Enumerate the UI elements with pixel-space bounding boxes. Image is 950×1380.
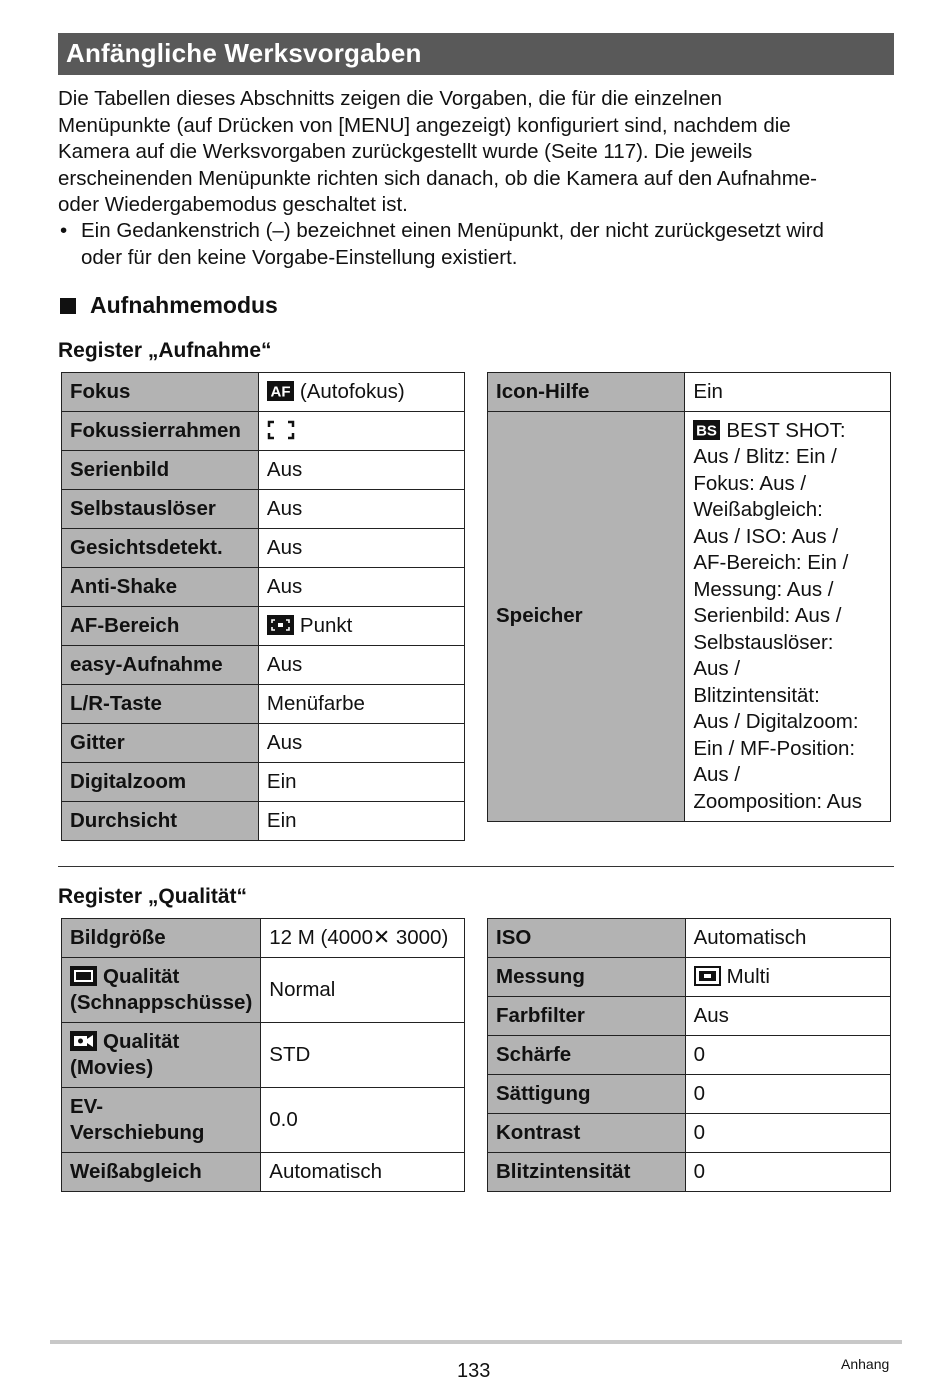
table-row	[62, 373, 465, 412]
setting-name: Durchsicht	[62, 802, 259, 841]
table-row	[62, 451, 465, 490]
intro-line: erscheinenden Menüpunkte richten sich danach, ob die Kamera auf den Aufnahme-	[58, 166, 818, 190]
setting-name: Messung	[488, 958, 686, 997]
table-row	[62, 919, 465, 958]
setting-name: Sättigung	[488, 1075, 686, 1114]
setting-value-cell	[258, 412, 464, 451]
setting-name: L/R-Taste	[62, 685, 259, 724]
table-row	[488, 958, 891, 997]
speicher-line-text: BEST SHOT:	[726, 418, 846, 442]
intro-line: Kamera auf die Werksvorgaben zurückgestellt wurde (Seite 117). Die jeweils	[58, 140, 753, 163]
setting-name: Blitzintensität	[488, 1153, 686, 1192]
intro-line: Die Tabellen dieses Abschnitts zeigen die Vorgaben, die für die einzelnen	[58, 87, 723, 110]
aufnahme-right-table	[487, 372, 891, 822]
setting-value: Ein	[258, 763, 464, 802]
note-bullet	[58, 218, 898, 271]
intro-paragraph	[58, 86, 898, 219]
setting-value: Automatisch	[261, 1153, 465, 1192]
bullet-line: Ein Gedankenstrich (–) bezeichnet einen Menüpunkt, der nicht zurückgesetzt wird	[81, 219, 824, 242]
speicher-line: Aus / Blitz: Ein /	[693, 445, 837, 469]
speicher-line: Aus / ISO: Aus /	[693, 524, 839, 548]
table-row	[62, 1153, 465, 1192]
register-aufnahme-heading: Register „Aufnahme“	[58, 339, 272, 362]
setting-value: Aus	[258, 490, 464, 529]
setting-value: Automatisch	[685, 919, 890, 958]
speicher-line: Fokus: Aus /	[693, 471, 807, 495]
bestshot-icon	[693, 420, 720, 440]
setting-value: Aus	[258, 646, 464, 685]
setting-value: 0	[685, 1114, 890, 1153]
speicher-line: Selbstauslöser:	[693, 630, 834, 654]
setting-value: Aus	[258, 568, 464, 607]
af-icon-text: AF	[270, 383, 291, 401]
table-row	[488, 1114, 891, 1153]
setting-value: Punkt	[299, 613, 353, 637]
bullet-line: oder für den keine Vorgabe-Einstellung existiert.	[81, 245, 518, 269]
setting-value: (Autofokus)	[299, 379, 405, 403]
table-row	[62, 607, 465, 646]
setting-value: Ein	[685, 373, 891, 412]
setting-value: Normal	[261, 958, 465, 1023]
setting-name-line: Verschiebung	[70, 1121, 205, 1144]
setting-name: easy-Aufnahme	[62, 646, 259, 685]
setting-name: Anti-Shake	[62, 568, 259, 607]
qualitaet-right-table	[487, 918, 891, 1192]
page-number: 133	[457, 1360, 491, 1380]
setting-name: Schärfe	[488, 1036, 686, 1075]
setting-value: Aus	[685, 997, 890, 1036]
speicher-value-cell	[685, 412, 891, 822]
intro-line: Menüpunkte (auf Drücken von [MENU] angezeigt) konfiguriert sind, nachdem die	[58, 113, 791, 137]
setting-name-line: (Movies)	[70, 1056, 154, 1079]
speicher-line: Ein / MF-Position:	[693, 736, 856, 760]
setting-name: Qualität	[103, 1029, 180, 1053]
setting-value: 0	[685, 1036, 890, 1075]
table-row	[62, 763, 465, 802]
setting-name: ISO	[488, 919, 686, 958]
setting-value: Aus	[258, 451, 464, 490]
speicher-line: AF-Bereich: Ein /	[693, 551, 849, 575]
aufnahme-left-table	[61, 372, 465, 841]
setting-name: Fokus	[62, 373, 259, 412]
section-heading	[58, 292, 278, 319]
setting-name: AF-Bereich	[62, 607, 259, 646]
table-row	[488, 1075, 891, 1114]
table-row	[488, 1153, 891, 1192]
footer-section-label: Anhang	[841, 1356, 890, 1372]
setting-name: Qualität	[103, 964, 180, 988]
speicher-line: Serienbild: Aus /	[693, 604, 842, 628]
setting-name: Fokussierrahmen	[62, 412, 259, 451]
speicher-line: Zoomposition: Aus	[693, 789, 862, 813]
setting-value: Ein	[258, 802, 464, 841]
page-title: Anfängliche Werksvorgaben	[66, 38, 422, 68]
setting-name-cell	[62, 1088, 261, 1153]
af-icon	[267, 381, 294, 401]
setting-value: Multi	[726, 964, 770, 988]
speicher-line: Blitzintensität:	[693, 683, 820, 707]
setting-value: 0.0	[261, 1088, 465, 1153]
table-row	[62, 1023, 465, 1088]
section-divider	[58, 866, 894, 867]
speicher-line	[693, 418, 882, 445]
table-row	[488, 919, 891, 958]
bullet-marker: •	[60, 219, 68, 242]
bestshot-icon-text: BS	[696, 422, 718, 440]
setting-value-cell	[258, 607, 464, 646]
table-row	[62, 802, 465, 841]
square-bullet-icon	[60, 298, 76, 314]
speicher-line: Weißabgleich:	[693, 498, 823, 522]
movie-icon	[70, 1031, 97, 1051]
setting-name-line: EV-	[70, 1094, 104, 1118]
footer-rule	[50, 1340, 902, 1344]
speicher-line: Aus / Digitalzoom:	[693, 710, 859, 734]
table-row	[62, 1088, 465, 1153]
setting-name-cell	[62, 958, 261, 1023]
table-row	[62, 646, 465, 685]
table-row	[62, 529, 465, 568]
setting-name: Speicher	[488, 412, 685, 822]
setting-name: Kontrast	[488, 1114, 686, 1153]
setting-value-cell	[258, 373, 464, 412]
section-heading-text: Aufnahmemodus	[90, 292, 278, 318]
table-row	[488, 412, 891, 822]
setting-name-line	[70, 1029, 252, 1056]
setting-value: Menüfarbe	[258, 685, 464, 724]
table-row	[62, 958, 465, 1023]
focus-frame-icon	[267, 420, 295, 440]
speicher-line: Aus /	[693, 657, 741, 681]
setting-value: 0	[685, 1075, 890, 1114]
setting-name: Gesichtsdetekt.	[62, 529, 259, 568]
table-row	[488, 1036, 891, 1075]
snapshot-icon	[70, 966, 97, 986]
speicher-line: Aus /	[693, 763, 741, 787]
setting-value: 12 M (4000✕ 3000)	[261, 919, 465, 958]
setting-value-cell	[685, 958, 890, 997]
setting-value: 0	[685, 1153, 890, 1192]
multi-metering-icon	[694, 966, 721, 986]
setting-name-line	[70, 964, 252, 991]
setting-name: Bildgröße	[62, 919, 261, 958]
table-row	[62, 724, 465, 763]
setting-value: STD	[261, 1023, 465, 1088]
setting-value: Aus	[258, 529, 464, 568]
setting-name: Weißabgleich	[62, 1153, 261, 1192]
setting-name: Selbstauslöser	[62, 490, 259, 529]
table-row	[62, 412, 465, 451]
setting-name-cell	[62, 1023, 261, 1088]
page-title-bar	[58, 33, 894, 75]
table-row	[488, 373, 891, 412]
spot-af-icon	[267, 615, 294, 635]
setting-name: Digitalzoom	[62, 763, 259, 802]
table-row	[62, 490, 465, 529]
speicher-line: Messung: Aus /	[693, 577, 834, 601]
intro-line: oder Wiedergabemodus geschaltet ist.	[58, 193, 408, 216]
setting-name: Icon-Hilfe	[488, 373, 685, 412]
setting-name: Farbfilter	[488, 997, 686, 1036]
register-qualitaet-heading: Register „Qualität“	[58, 885, 248, 908]
table-row	[62, 685, 465, 724]
setting-name-line: (Schnappschüsse)	[70, 991, 253, 1014]
setting-name: Gitter	[62, 724, 259, 763]
setting-name: Serienbild	[62, 451, 259, 490]
table-row	[488, 997, 891, 1036]
setting-value: Aus	[258, 724, 464, 763]
qualitaet-left-table	[61, 918, 465, 1192]
table-row	[62, 568, 465, 607]
